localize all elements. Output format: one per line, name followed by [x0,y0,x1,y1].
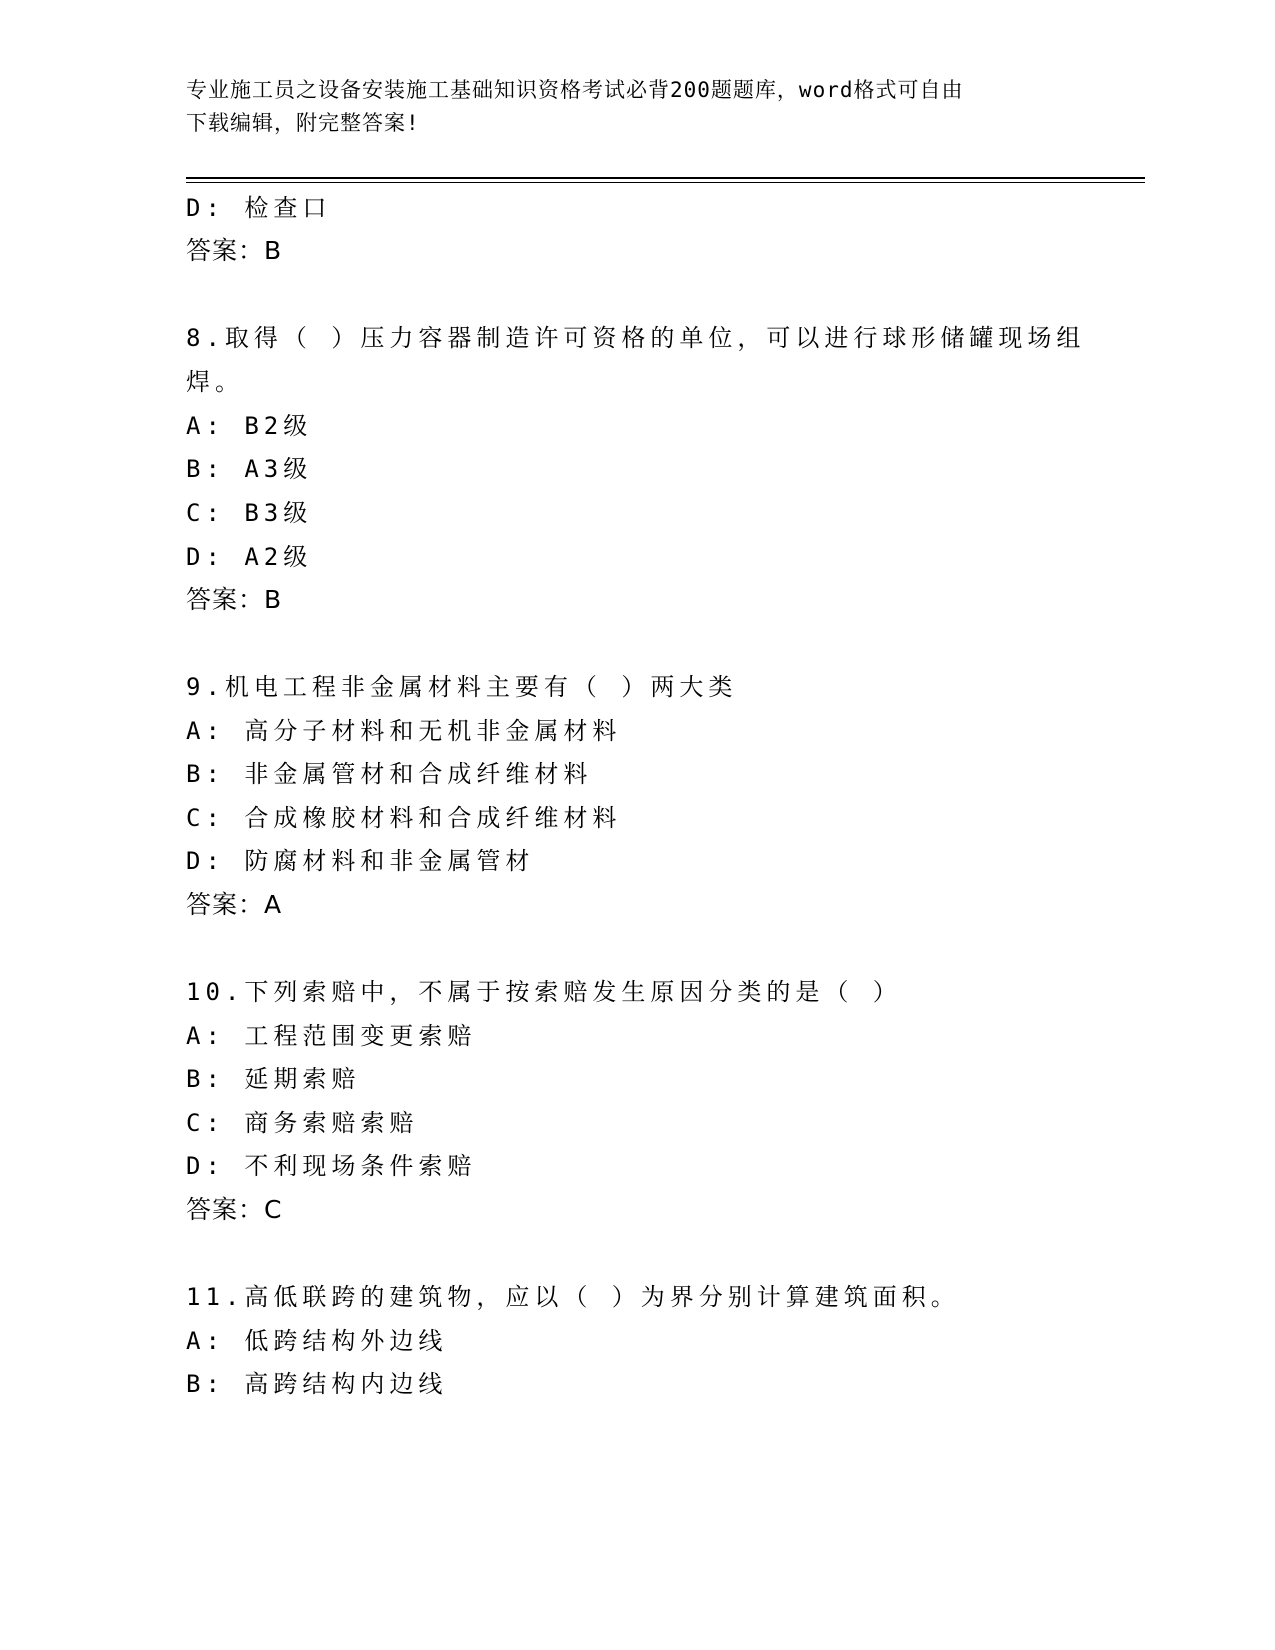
option-b: B: 高跨结构内边线 [186,1370,448,1398]
option-d: D: 防腐材料和非金属管材 [186,847,535,875]
option-d: D: A2级 [186,543,313,571]
answer: 答案：C [186,1195,283,1224]
option-a: A: B2级 [186,412,313,440]
question-stem: 8.取得（ ）压力容器制造许可资格的单位，可以进行球形储罐现场组 [186,324,1086,352]
question-stem: 10.下列索赔中，不属于按索赔发生原因分类的是（ ） [186,978,902,1006]
document-header [186,74,1066,140]
header-rule-thin [186,182,1145,183]
header-line-2: 下载编辑，附完整答案! [186,111,420,135]
option-a: A: 工程范围变更索赔 [186,1022,477,1050]
option-c: C: 商务索赔索赔 [186,1109,419,1137]
option-b: B: A3级 [186,455,313,483]
question-stem-continued: 焊。 [186,368,244,396]
option-b: B: 延期索赔 [186,1065,361,1093]
option-d: D: 不利现场条件索赔 [186,1152,477,1180]
question-stem: 11.高低联跨的建筑物，应以（ ）为界分别计算建筑面积。 [186,1283,960,1311]
option-d: D: 检查口 [186,194,332,222]
question-stem: 9.机电工程非金属材料主要有（ ）两大类 [186,673,738,701]
answer: 答案：B [186,585,283,614]
header-line-1: 专业施工员之设备安装施工基础知识资格考试必背200题题库，word格式可自由 [186,78,964,102]
option-b: B: 非金属管材和合成纤维材料 [186,760,593,788]
header-rule-thick [186,177,1145,179]
option-c: C: 合成橡胶材料和合成纤维材料 [186,804,622,832]
option-a: A: 高分子材料和无机非金属材料 [186,717,622,745]
answer: 答案：B [186,236,283,265]
option-a: A: 低跨结构外边线 [186,1327,448,1355]
option-c: C: B3级 [186,499,313,527]
answer: 答案：A [186,890,283,919]
